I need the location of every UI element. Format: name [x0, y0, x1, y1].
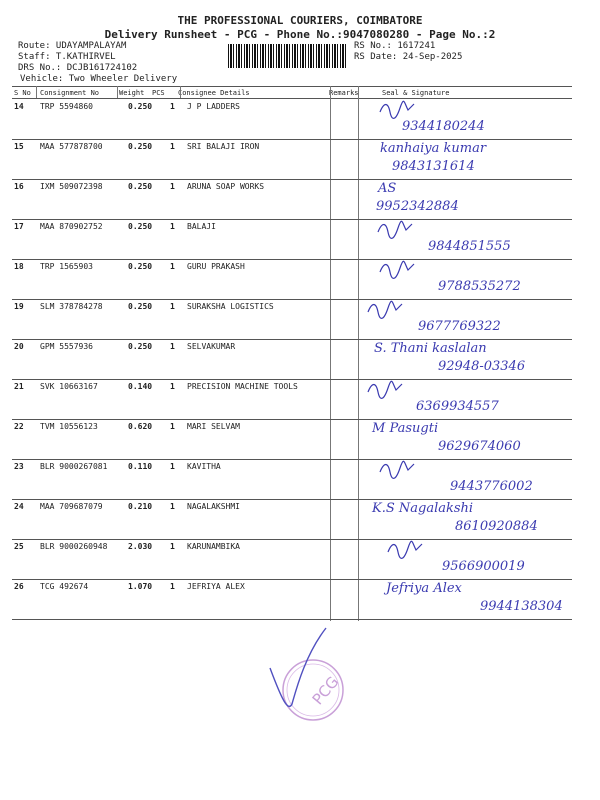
row-consignee: JEFRIYA ALEX [187, 582, 245, 591]
signature-scribble [368, 381, 402, 398]
row-pcs: 1 [170, 502, 175, 511]
row-weight: 0.620 [128, 422, 153, 431]
route-label: Route: UDAYAMPALAYAM [18, 41, 127, 51]
row-sno: 26 [14, 582, 24, 591]
signature-phone: 9566900019 [442, 559, 525, 574]
row-consignee: GURU PRAKASH [187, 262, 245, 271]
row-consignment-no: MAA 870902752 [40, 222, 103, 231]
row-sno: 24 [14, 502, 24, 511]
row-sno: 21 [14, 382, 24, 391]
signature-name: S. Thani kaslalan [374, 341, 487, 356]
row-sno: 20 [14, 342, 24, 351]
row-sno: 16 [14, 182, 24, 191]
signature-scribble [380, 461, 414, 478]
col-sno-header: S No [14, 89, 31, 97]
row-sno: 23 [14, 462, 24, 471]
signature-scribble [368, 301, 402, 318]
row-pcs: 1 [170, 302, 175, 311]
rs-date-label: RS Date: 24-Sep-2025 [354, 52, 463, 62]
col-consignment-header: Consignment No [40, 89, 100, 97]
row-consignment-no: MAA 577878700 [40, 142, 103, 151]
rs-number-label: RS No.: 1617241 [354, 41, 436, 51]
row-consignee: BALAJI [187, 222, 216, 231]
row-weight: 0.110 [128, 462, 153, 471]
signature-phone: 9629674060 [438, 439, 521, 454]
stamp-text: PCG [308, 672, 343, 709]
row-pcs: 1 [170, 582, 175, 591]
row-pcs: 1 [170, 422, 175, 431]
row-consignment-no: GPM 5557936 [40, 342, 93, 351]
row-sno: 17 [14, 222, 24, 231]
row-consignment-no: MAA 709687079 [40, 502, 103, 511]
signature-phone: 9443776002 [450, 479, 533, 494]
row-weight: 0.250 [128, 142, 153, 151]
drs-label: DRS No.: DCJB161724102 [18, 63, 138, 73]
row-consignee: KARUNAMBIKA [187, 542, 240, 551]
row-consignment-no: IXM 509072398 [40, 182, 103, 191]
row-consignment-no: BLR 9000267081 [40, 462, 108, 471]
signature-scribble [378, 221, 412, 238]
row-pcs: 1 [170, 382, 175, 391]
row-pcs: 1 [170, 222, 175, 231]
row-sno: 19 [14, 302, 24, 311]
row-consignee: SRI BALAJI IRON [187, 142, 260, 151]
row-pcs: 1 [170, 182, 175, 191]
row-sno: 18 [14, 262, 24, 271]
row-consignment-no: SVK 10663167 [40, 382, 98, 391]
col-pcs-header: PCS [152, 89, 165, 97]
signature-scribble [380, 101, 414, 118]
row-sno: 15 [14, 142, 24, 151]
row-consignee: SELVAKUMAR [187, 342, 236, 351]
col-remarks-header: Remarks [329, 89, 359, 97]
row-sno: 22 [14, 422, 24, 431]
row-weight: 2.030 [128, 542, 153, 551]
row-weight: 0.140 [128, 382, 153, 391]
signature-name: Jefriya Alex [386, 581, 462, 596]
row-weight: 0.250 [128, 102, 153, 111]
row-consignment-no: SLM 378784278 [40, 302, 103, 311]
row-pcs: 1 [170, 542, 175, 551]
row-consignment-no: TCG 492674 [40, 582, 89, 591]
row-weight: 0.210 [128, 502, 153, 511]
row-consignee: PRECISION MACHINE TOOLS [187, 382, 298, 391]
row-consignee: ARUNA SOAP WORKS [187, 182, 265, 191]
row-consignee: KAVITHA [187, 462, 221, 471]
row-sno: 25 [14, 542, 24, 551]
row-weight: 0.250 [128, 262, 153, 271]
signature-phone: 9944138304 [480, 599, 563, 614]
signature-phone: 9788535272 [438, 279, 521, 294]
row-consignee: MARI SELVAM [187, 422, 240, 431]
row-pcs: 1 [170, 342, 175, 351]
signature-name: AS [378, 181, 397, 196]
row-pcs: 1 [170, 262, 175, 271]
row-weight: 0.250 [128, 342, 153, 351]
row-pcs: 1 [170, 462, 175, 471]
signature-scribble [388, 541, 422, 558]
row-consignee: NAGALAKSHMI [187, 502, 240, 511]
signature-name: M Pasugti [372, 421, 439, 436]
col-weight-header: Weight [119, 89, 145, 97]
row-pcs: 1 [170, 102, 175, 111]
row-weight: 0.250 [128, 182, 153, 191]
row-consignment-no: TVM 10556123 [40, 422, 98, 431]
row-weight: 1.070 [128, 582, 153, 591]
runsheet-subtitle: Delivery Runsheet - PCG - Phone No.:9047080280 - Page No.:2 [104, 28, 496, 41]
row-consignment-no: TRP 1565903 [40, 262, 93, 271]
company-title: THE PROFESSIONAL COURIERS, COIMBATORE [177, 14, 423, 27]
row-weight: 0.250 [128, 222, 153, 231]
pcg-stamp [270, 628, 343, 720]
row-consignee: J P LADDERS [187, 102, 240, 111]
signature-phone: 8610920884 [455, 519, 538, 534]
signature-phone: 9843131614 [392, 159, 475, 174]
signature-name: kanhaiya kumar [380, 141, 487, 156]
signature-phone: 9344180244 [402, 119, 485, 134]
staff-label: Staff: T.KATHIRVEL [18, 52, 116, 62]
signature-phone: 9844851555 [428, 239, 511, 254]
col-seal-header: Seal & Signature [382, 89, 450, 97]
signature-phone: 6369934557 [416, 399, 499, 414]
row-sno: 14 [14, 102, 24, 111]
signature-name: K.S Nagalakshi [372, 501, 474, 516]
row-consignee: SURAKSHA LOGISTICS [187, 302, 274, 311]
signature-scribble [380, 261, 414, 278]
signature-phone: 92948-03346 [438, 359, 526, 374]
row-pcs: 1 [170, 142, 175, 151]
signature-phone: 9952342884 [376, 199, 459, 214]
row-consignment-no: BLR 9000260948 [40, 542, 108, 551]
col-consignee-header: Consignee Details [178, 89, 250, 97]
vehicle-label: Vehicle: Two Wheeler Delivery [20, 74, 178, 84]
row-consignment-no: TRP 5594860 [40, 102, 93, 111]
signature-phone: 9677769322 [418, 319, 501, 334]
row-weight: 0.250 [128, 302, 153, 311]
